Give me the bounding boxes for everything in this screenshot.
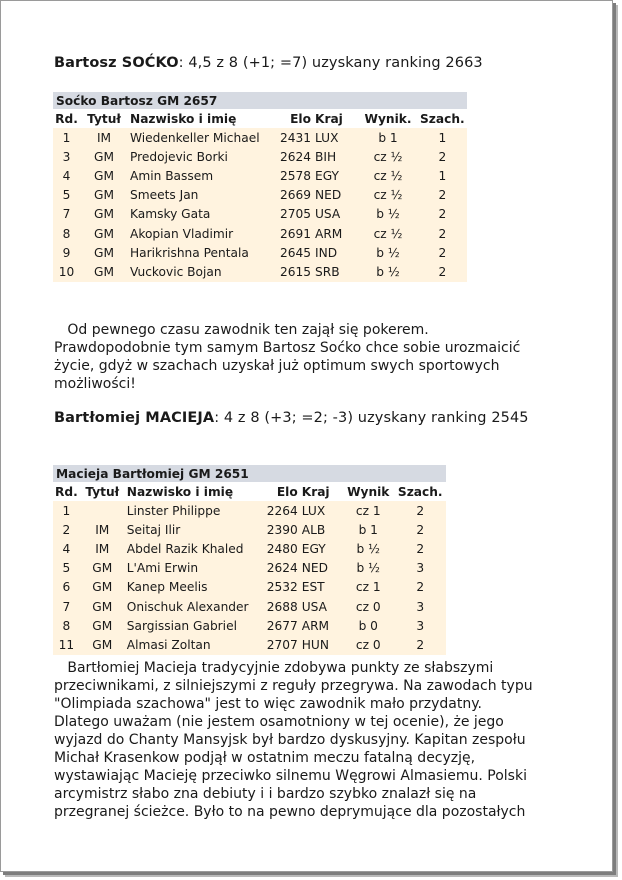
table-cell: GM [80,186,128,205]
table-cell: 3 [395,559,446,578]
table-title: Macieja Bartłomiej GM 2651 [53,465,446,482]
table-row [53,501,446,520]
table-cell: cz 1 [342,501,395,520]
table-cell: GM [80,616,125,635]
table-cell: NED [300,559,342,578]
column-header: Wynik. [358,109,418,128]
table-cell: EGY [300,539,342,558]
player-result-summary: : 4,5 z 8 (+1; =7) uzyskany ranking 2663 [178,55,483,71]
table-row [53,128,467,147]
paragraph-line: "Olimpiada szachowa" jest to więc zawodnik mało przydatny. [54,696,482,712]
table-row [53,262,467,281]
table-cell: 2624 [277,147,313,166]
table-cell: L'Ami Erwin [125,559,264,578]
column-header: Rd. [53,109,80,128]
table-cell: Onischuk Alexander [125,597,264,616]
table-cell: ARM [313,224,358,243]
table-cell: ALB [300,520,342,539]
table-cell: 2691 [277,224,313,243]
table-cell: 2 [418,224,467,243]
table-cell: cz ½ [358,147,418,166]
table-cell: 3 [53,147,80,166]
table-row [53,205,467,224]
table-cell: GM [80,224,128,243]
table-row [53,616,446,635]
paragraph-line: Prawdopodobnie tym samym Bartosz Soćko chce sobie urozmaicić [54,340,521,356]
table-cell: GM [80,262,128,281]
table-cell: 10 [53,262,80,281]
table-cell: 2480 [264,539,300,558]
table-cell: b ½ [342,539,395,558]
column-header: Nazwisko i imię [125,482,264,501]
paragraph-line: Michał Krasenkow podjął w ostatnim meczu fatalną decyzję, [54,750,476,766]
column-header: Kraj [300,482,342,501]
table-cell: SRB [313,262,358,281]
results-table-socko [53,92,467,282]
table-row [53,635,446,654]
table-cell: NED [313,186,358,205]
table2-body [53,465,446,655]
table-cell: Abdel Razik Khaled [125,539,264,558]
table-cell: 2 [418,262,467,281]
table-cell: 2707 [264,635,300,654]
table-cell: 2624 [264,559,300,578]
table-cell: ARM [300,616,342,635]
column-header: Kraj [313,109,358,128]
table-cell: Kanep Meelis [125,578,264,597]
paragraph-line: Dlatego uważam (nie jestem osamotniony w tej ocenie), że jego [54,714,504,730]
column-header: Elo [264,482,300,501]
table-cell: 2 [418,205,467,224]
table-cell: IM [80,520,125,539]
player-name: Bartosz SOĆKO [54,55,179,71]
table-cell: Sargissian Gabriel [125,616,264,635]
table-cell: 9 [53,243,80,262]
table-cell: 1 [418,128,467,147]
table-cell: USA [300,597,342,616]
table-cell: GM [80,559,125,578]
table-cell: cz 0 [342,597,395,616]
table-cell [80,501,125,520]
table-header-row [53,482,446,501]
table-cell: cz 0 [342,635,395,654]
paragraph-line: przegranej ścieżce. Było to na pewno deprymujące dla pozostałych [54,804,526,820]
table-row [53,539,446,558]
table-cell: 2615 [277,262,313,281]
paragraph-macieja [54,659,584,821]
paragraph-line: życie, gdyż w szachach uzyskał już optimum swych sportowych [54,358,500,374]
table-header-row [53,109,467,128]
player-heading-macieja [54,410,529,426]
table-cell: EGY [313,166,358,185]
table-cell: LUX [300,501,342,520]
table-cell: 2 [53,520,80,539]
table-cell: b ½ [358,205,418,224]
table-cell: 2532 [264,578,300,597]
table-cell: 2 [395,578,446,597]
paragraph-line: wyjazd do Chanty Mansyjsk był bardzo dyskusyjny. Kapitan zespołu [54,732,526,748]
table-cell: 2705 [277,205,313,224]
table-cell: 2431 [277,128,313,147]
table-cell: Amin Bassem [128,166,277,185]
table1-body [53,92,467,282]
table-cell: b 0 [342,616,395,635]
table-cell: 2578 [277,166,313,185]
column-header: Tytuł [80,482,125,501]
table-cell: Predojevic Borki [128,147,277,166]
table-cell: 1 [53,501,80,520]
table-cell: 6 [53,578,80,597]
player-name: Bartłomiej MACIEJA [54,410,215,426]
table-cell: IM [80,128,128,147]
table-row [53,578,446,597]
table-cell: 2677 [264,616,300,635]
table-cell: cz ½ [358,166,418,185]
paragraph-line: przeciwnikami, z silniejszymi z reguły przegrywa. Na zawodach typu [54,678,533,694]
table-cell: Harikrishna Pentala [128,243,277,262]
table-row [53,224,467,243]
table-cell: 1 [53,128,80,147]
column-header: Elo [277,109,313,128]
table-cell: GM [80,243,128,262]
table-cell: Seitaj Ilir [125,520,264,539]
paragraph-socko [54,321,554,393]
table-row [53,520,446,539]
table-cell: 2 [418,186,467,205]
table-cell: 5 [53,559,80,578]
table-row [53,147,467,166]
table-cell: 2 [418,147,467,166]
table-cell: 2669 [277,186,313,205]
table-cell: Akopian Vladimir [128,224,277,243]
player-result-summary: : 4 z 8 (+3; =2; -3) uzyskany ranking 2545 [214,410,529,426]
table-cell: 8 [53,224,80,243]
table-cell: Wiedenkeller Michael [128,128,277,147]
table-cell: b ½ [358,262,418,281]
results-table-macieja [53,465,446,655]
table-cell: 4 [53,166,80,185]
column-header: Wynik [342,482,395,501]
table-row [53,166,467,185]
table-cell: 1 [418,166,467,185]
table-cell: 7 [53,597,80,616]
table-cell: 5 [53,186,80,205]
table-cell: cz ½ [358,186,418,205]
table-cell: USA [313,205,358,224]
table-row [53,243,467,262]
paragraph-line: wystawiając Macieję przeciwko silnemu Węgrowi Almasiemu. Polski [54,768,527,784]
table-cell: HUN [300,635,342,654]
table-row [53,186,467,205]
table-cell: b 1 [358,128,418,147]
table-row [53,559,446,578]
table-title: Soćko Bartosz GM 2657 [53,92,467,109]
table-cell: 3 [395,616,446,635]
table-cell: GM [80,578,125,597]
column-header: Nazwisko i imię [128,109,277,128]
paragraph-line: możliwości! [54,376,136,392]
column-header: Tytuł [80,109,128,128]
paragraph-line: Bartłomiej Macieja tradycyjnie zdobywa punkty ze słabszymi [54,660,494,676]
table-cell: 2 [395,520,446,539]
table-cell: 7 [53,205,80,224]
table-cell: 2 [418,243,467,262]
column-header: Szach. [395,482,446,501]
table-cell: 2688 [264,597,300,616]
paragraph-line: arcymistrz słabo zna debiuty i i bardzo szybko znalazł się na [54,786,477,802]
table-cell: b ½ [342,559,395,578]
table-cell: 4 [53,539,80,558]
table-cell: EST [300,578,342,597]
table-cell: GM [80,166,128,185]
table-cell: 2390 [264,520,300,539]
table-row [53,597,446,616]
column-header: Rd. [53,482,80,501]
table-cell: 3 [395,597,446,616]
table-cell: 2 [395,635,446,654]
table-cell: Smeets Jan [128,186,277,205]
table-title-row [53,92,467,109]
table-cell: 2 [395,501,446,520]
table-cell: Vuckovic Bojan [128,262,277,281]
table-cell: Linster Philippe [125,501,264,520]
table-cell: cz ½ [358,224,418,243]
table-cell: b 1 [342,520,395,539]
table-cell: 2264 [264,501,300,520]
table-title-row [53,465,446,482]
table-cell: GM [80,635,125,654]
table-cell: 2645 [277,243,313,262]
table-cell: GM [80,597,125,616]
table-cell: IM [80,539,125,558]
table-cell: IND [313,243,358,262]
table-cell: LUX [313,128,358,147]
table-cell: 11 [53,635,80,654]
table-cell: b ½ [358,243,418,262]
table-cell: BIH [313,147,358,166]
paragraph-line: Od pewnego czasu zawodnik ten zajął się pokerem. [54,322,429,338]
table-cell: cz 1 [342,578,395,597]
table-cell: GM [80,205,128,224]
player-heading-socko [54,55,483,71]
table-cell: Almasi Zoltan [125,635,264,654]
table-cell: 2 [395,539,446,558]
table-cell: 8 [53,616,80,635]
table-cell: Kamsky Gata [128,205,277,224]
table-cell: GM [80,147,128,166]
column-header: Szach. [418,109,467,128]
